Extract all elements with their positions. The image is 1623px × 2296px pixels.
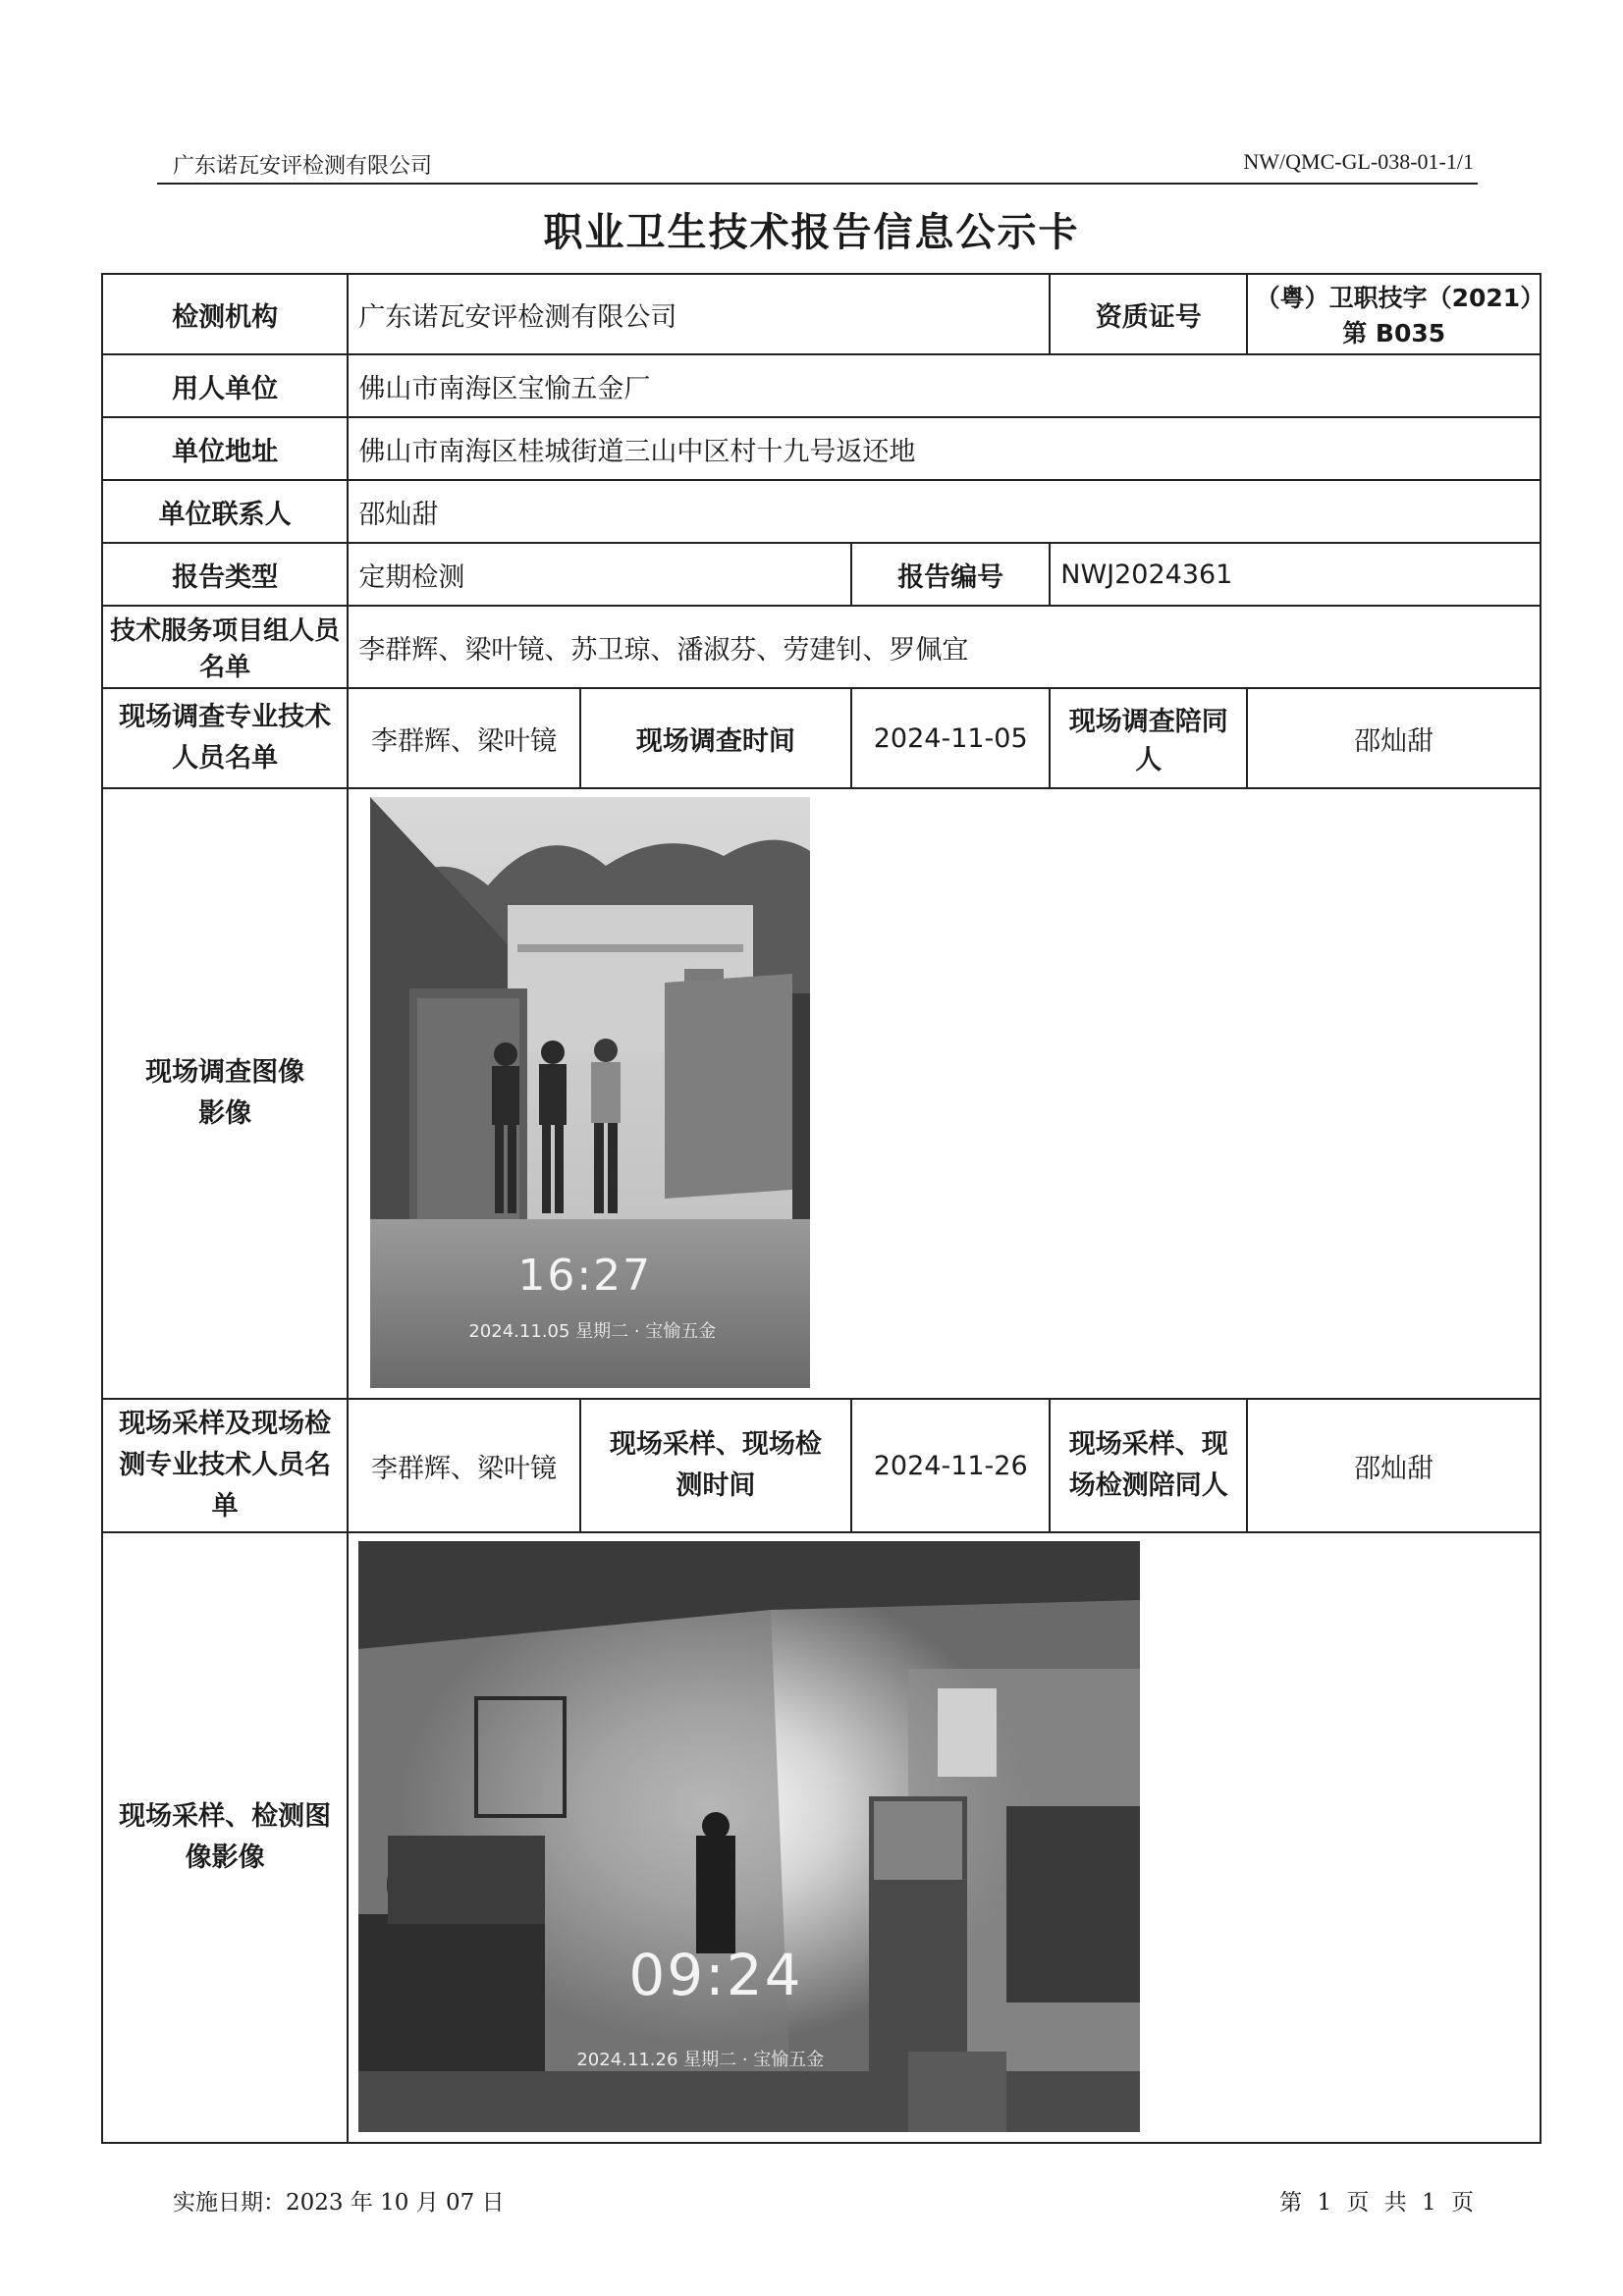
survey-time-value: 2024-11-05: [851, 688, 1050, 788]
sampling-companion-value: 邵灿甜: [1247, 1399, 1541, 1532]
header-divider: [157, 183, 1478, 185]
row-sampling-photo: [102, 1532, 1541, 2143]
row-employer: [102, 354, 1541, 417]
sampling-photo-image: [358, 1541, 1140, 2132]
survey-staff-value: 李群辉、梁叶镜: [348, 688, 579, 788]
agency-label: 检测机构: [102, 274, 348, 354]
cert-value: （粤）卫职技字（2021）第 B035: [1247, 274, 1541, 354]
survey-photo-label: 现场调查图像影像: [102, 788, 348, 1399]
survey-photo-time: 16:27: [517, 1251, 653, 1301]
contact-value: 邵灿甜: [348, 480, 1541, 543]
sampling-time-value: 2024-11-26: [851, 1399, 1050, 1532]
address-label: 单位地址: [102, 417, 348, 480]
report-type-value: 定期检测: [348, 543, 851, 606]
survey-staff-label: 现场调查专业技术人员名单: [102, 688, 348, 788]
row-agency: [102, 274, 1541, 354]
sampling-photo: [358, 1541, 1140, 2132]
survey-photo-date: 2024.11.05 星期二 · 宝愉五金: [468, 1321, 717, 1342]
report-no-label: 报告编号: [851, 543, 1050, 606]
sampling-photo-date: 2024.11.26 星期二 · 宝愉五金: [576, 2050, 825, 2070]
sampling-companion-label: 现场采样、现场检测陪同人: [1050, 1399, 1247, 1532]
sampling-staff-label: 现场采样及现场检测专业技术人员名单: [102, 1399, 348, 1532]
employer-label: 用人单位: [102, 354, 348, 417]
sampling-photo-label: 现场采样、检测图像影像: [102, 1532, 348, 2143]
report-no-value: NWJ2024361: [1050, 543, 1541, 606]
survey-time-label: 现场调查时间: [580, 688, 852, 788]
row-team: [102, 606, 1541, 688]
sampling-photo-time: 09:24: [628, 1942, 803, 2008]
header-company: 广东诺瓦安评检测有限公司: [173, 154, 433, 179]
header-doc-code: NW/QMC-GL-038-01-1/1: [1243, 149, 1474, 174]
sampling-photo-cell: [348, 1532, 1541, 2143]
employer-value: 佛山市南海区宝愉五金厂: [348, 354, 1541, 417]
team-value: 李群辉、梁叶镜、苏卫琼、潘淑芬、劳建钊、罗佩宜: [348, 606, 1541, 688]
footer-page-number: 第 1 页 共 1 页: [1279, 2190, 1474, 2216]
address-value: 佛山市南海区桂城街道三山中区村十九号返还地: [348, 417, 1541, 480]
team-label: 技术服务项目组人员名单: [102, 606, 348, 688]
row-survey-photo: [102, 788, 1541, 1399]
survey-photo: [370, 797, 810, 1388]
survey-companion-value: 邵灿甜: [1247, 688, 1541, 788]
row-address: [102, 417, 1541, 480]
agency-value: 广东诺瓦安评检测有限公司: [348, 274, 1050, 354]
row-sampling: [102, 1399, 1541, 1532]
survey-companion-label: 现场调查陪同人: [1050, 688, 1247, 788]
row-report: [102, 543, 1541, 606]
report-type-label: 报告类型: [102, 543, 348, 606]
cert-label: 资质证号: [1050, 274, 1247, 354]
row-contact: [102, 480, 1541, 543]
row-survey: [102, 688, 1541, 788]
sampling-time-label: 现场采样、现场检测时间: [580, 1399, 852, 1532]
sampling-staff-value: 李群辉、梁叶镜: [348, 1399, 579, 1532]
survey-photo-cell: [348, 788, 1541, 1399]
info-card-table: [101, 273, 1542, 2144]
page-title: 职业卫生技术报告信息公示卡: [543, 210, 1080, 255]
contact-label: 单位联系人: [102, 480, 348, 543]
footer-effective-date: 实施日期：2023 年 10 月 07 日: [173, 2190, 505, 2216]
